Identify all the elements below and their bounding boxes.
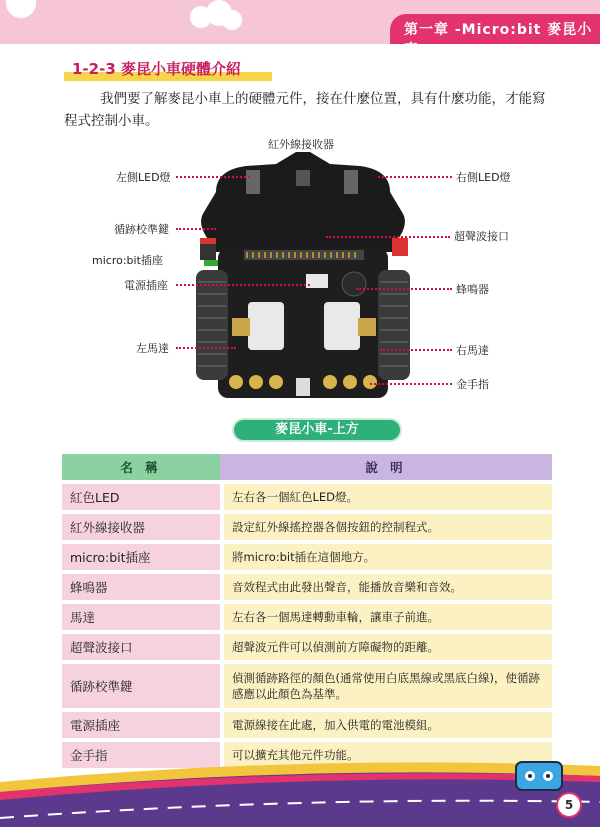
component-description: 超聲波元件可以偵測前方障礙物的距離。	[220, 634, 552, 660]
component-description: 偵測循跡路徑的顏色(通常使用白底黑線或黑底白線)，使循跡感應以此顏色為基準。	[220, 664, 552, 708]
leader-line	[176, 284, 310, 286]
component-name: 馬達	[62, 604, 220, 630]
label-right-led: 右側LED燈	[456, 171, 511, 184]
component-name: 金手指	[62, 742, 220, 768]
component-description: 左右各一個紅色LED燈。	[220, 484, 552, 510]
intro-paragraph: 我們要了解麥昆小車上的硬體元件，接在什麼位置，具有什麼功能，才能寫程式控制小車。	[64, 91, 546, 129]
figure-caption: 麥昆小車-上方	[232, 418, 402, 442]
label-buzzer: 蜂鳴器	[456, 283, 489, 296]
section-title: 1-2-3 麥昆小車硬體介紹	[72, 60, 241, 78]
section-heading	[64, 58, 274, 82]
table-row	[62, 712, 552, 738]
component-name: 超聲波接口	[62, 634, 220, 660]
column-header-name: 名 稱	[62, 454, 220, 480]
leader-line	[380, 349, 452, 351]
label-power-socket: 電源插座	[124, 279, 168, 292]
footer-decoration	[0, 760, 600, 827]
label-ultrasonic-port: 超聲波接口	[454, 230, 509, 243]
leader-line	[356, 288, 452, 290]
maqueen-board-image	[196, 152, 410, 410]
table-row	[62, 514, 552, 540]
leader-line	[378, 176, 452, 178]
cloud-decoration	[6, 0, 36, 18]
label-right-motor: 右馬達	[456, 344, 489, 357]
component-description: 音效程式由此發出聲音，能播放音樂和音效。	[220, 574, 552, 600]
page-number: 5	[556, 792, 582, 818]
component-name: 紅外線接收器	[62, 514, 220, 540]
table-row	[62, 544, 552, 570]
component-description: 左右各一個馬達轉動車輪，讓車子前進。	[220, 604, 552, 630]
leader-line	[370, 383, 452, 385]
leader-line	[176, 176, 250, 178]
table-row	[62, 664, 552, 708]
component-name: 循跡校準鍵	[62, 664, 220, 708]
leader-line	[176, 347, 236, 349]
chapter-title: 第一章 -Micro:bit 麥昆小車	[404, 22, 593, 58]
component-description: 將micro:bit插在這個地方。	[220, 544, 552, 570]
label-left-led: 左側LED燈	[116, 171, 171, 184]
table-row	[62, 604, 552, 630]
label-gold-finger: 金手指	[456, 378, 489, 391]
cloud-decoration	[222, 10, 242, 30]
component-name: 紅色LED	[62, 484, 220, 510]
column-header-description: 說 明	[220, 454, 552, 480]
table-row	[62, 484, 552, 510]
component-description: 電源線接在此處，加入供電的電池模組。	[220, 712, 552, 738]
component-name: micro:bit插座	[62, 544, 220, 570]
table-row	[62, 634, 552, 660]
component-table	[62, 450, 552, 772]
label-microbit-slot: micro:bit插座	[92, 254, 163, 267]
label-line-calibration: 循跡校準鍵	[114, 223, 169, 236]
table-header-row	[62, 454, 552, 480]
chapter-tab	[390, 14, 600, 58]
leader-line	[326, 236, 450, 238]
component-name: 電源插座	[62, 712, 220, 738]
component-description: 可以擴充其他元件功能。	[220, 742, 552, 768]
label-left-motor: 左馬達	[136, 342, 169, 355]
component-name: 蜂鳴器	[62, 574, 220, 600]
leader-line	[176, 228, 216, 230]
table-row	[62, 574, 552, 600]
component-description: 設定紅外線搖控器各個按鈕的控制程式。	[220, 514, 552, 540]
label-ir-receiver: 紅外線接收器	[268, 138, 334, 151]
